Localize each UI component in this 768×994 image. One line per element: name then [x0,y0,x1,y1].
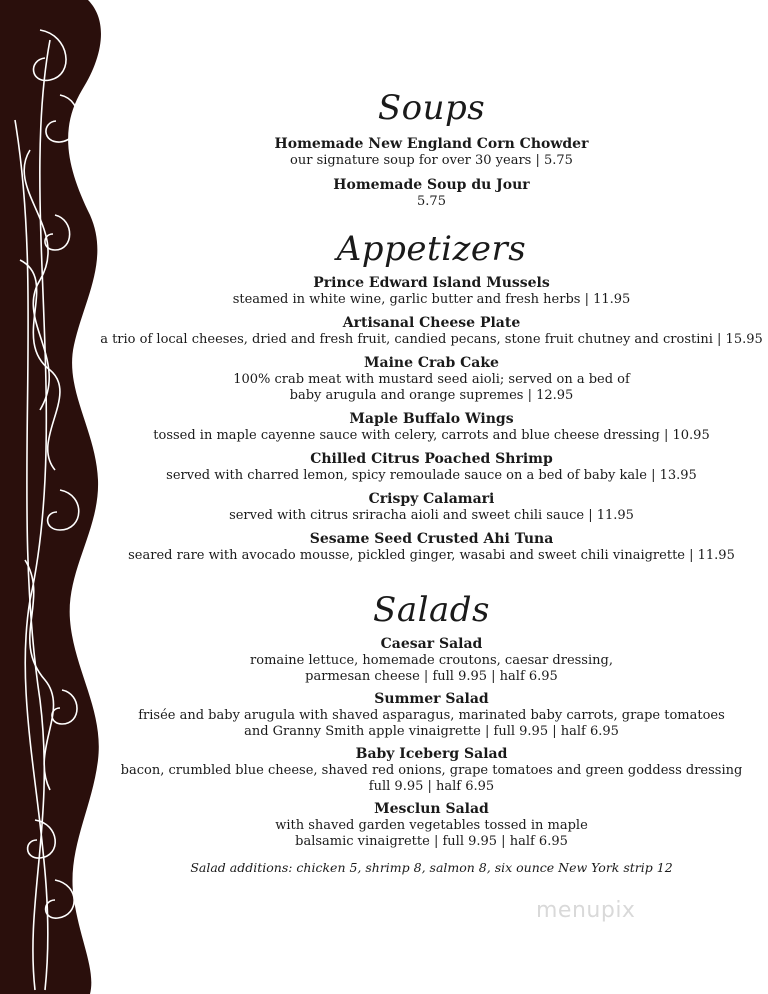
section-title: Soups [377,88,486,128]
item-name: Caesar Salad [380,636,483,652]
item-name: Artisanal Cheese Plate [342,315,521,331]
item-name: Chilled Citrus Poached Shrimp [310,451,553,467]
decorative-swirl-border [0,0,110,994]
item-desc: seared rare with avocado mousse, pickled ginger, wasabi and sweet chili vinaigrette | 11.95 [128,548,735,563]
item-name: Maine Crab Cake [364,355,499,371]
item-desc: 5.75 [417,194,446,209]
item-name: Homemade New England Corn Chowder [274,136,589,152]
section-soups [95,88,768,210]
section-salads [95,590,768,876]
item-desc: parmesan cheese | full 9.95 | half 6.95 [305,669,558,684]
section-appetizers [95,229,768,564]
menu-item [95,275,768,308]
item-desc: steamed in white wine, garlic butter and fresh herbs | 11.95 [232,292,631,307]
item-desc: with shaved garden vegetables tossed in maple [275,818,588,833]
item-desc: balsamic vinaigrette | full 9.95 | half 6.95 [295,834,568,849]
menu-item [95,801,768,850]
item-desc: tossed in maple cayenne sauce with celery, carrots and blue cheese dressing | 10.95 [153,428,710,443]
item-desc: our signature soup for over 30 years | 5.75 [290,153,573,168]
item-name: Homemade Soup du Jour [333,177,530,193]
watermark: menupix [536,898,636,923]
item-name: Prince Edward Island Mussels [313,275,550,291]
item-desc: and Granny Smith apple vinaigrette | full 9.95 | half 6.95 [244,724,619,739]
item-desc: full 9.95 | half 6.95 [368,779,495,794]
menu-item [95,636,768,685]
item-name: Mesclun Salad [374,801,489,817]
item-name: Crispy Calamari [368,491,495,507]
item-name: Summer Salad [374,691,489,707]
menu-item [95,411,768,444]
item-desc: baby arugula and orange supremes | 12.95 [289,388,574,403]
item-name: Sesame Seed Crusted Ahi Tuna [309,531,554,547]
menu-item [95,315,768,348]
menu-item [95,136,768,169]
item-desc: romaine lettuce, homemade croutons, caesar dressing, [250,653,613,668]
menu-item [95,746,768,795]
menu-item [95,451,768,484]
salad-additions-note: Salad additions: chicken 5, shrimp 8, salmon 8, six ounce New York strip 12 [190,860,673,875]
section-title: Salads [373,590,490,630]
item-desc: served with citrus sriracha aioli and sweet chili sauce | 11.95 [229,508,634,523]
item-desc: frisée and baby arugula with shaved asparagus, marinated baby carrots, grape tomatoes [138,708,725,723]
item-desc: served with charred lemon, spicy remoulade sauce on a bed of baby kale | 13.95 [166,468,697,483]
item-desc: 100% crab meat with mustard seed aioli; served on a bed of [233,372,630,387]
menu-item [95,177,768,210]
item-name: Baby Iceberg Salad [355,746,508,762]
section-title: Appetizers [336,229,527,269]
menu-item [95,691,768,740]
item-name: Maple Buffalo Wings [349,411,514,427]
item-desc: bacon, crumbled blue cheese, shaved red onions, grape tomatoes and green goddess dressing [120,763,743,778]
menu-item [95,531,768,564]
menu-item [95,355,768,404]
menu-item [95,491,768,524]
item-desc: a trio of local cheeses, dried and fresh fruit, candied pecans, stone fruit chutney and crostini | 15.95 [100,332,763,347]
